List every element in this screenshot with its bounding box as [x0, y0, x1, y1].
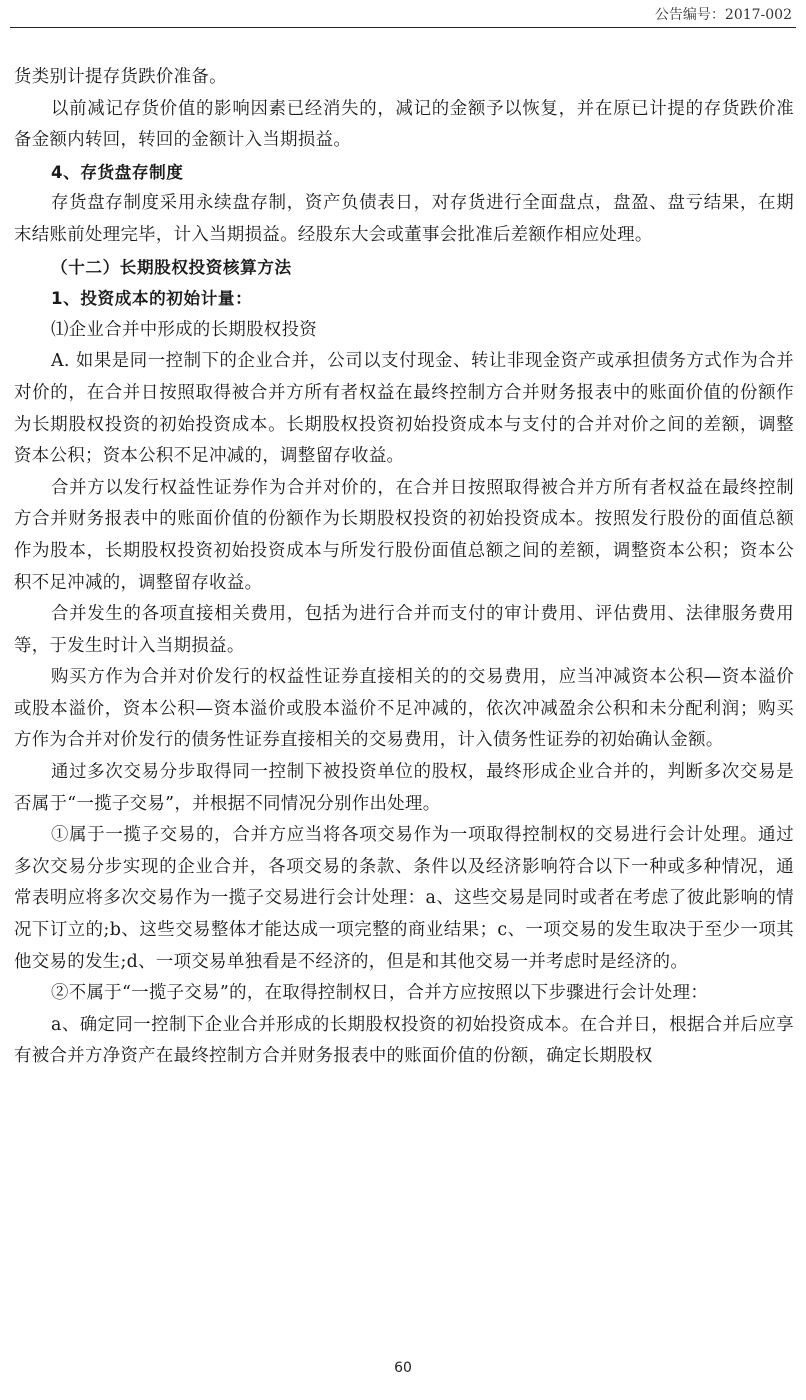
subsection-heading: ⑴企业合并中形成的长期股权投资 [51, 319, 318, 340]
paragraph: 购买方作为合并对价发行的权益性证券直接相关的的交易费用，应当冲减资本公积—资本溢价或股本溢价，资本公积—资本溢价或股本溢价不足冲减的，依次冲减盈余公积和未分配利润；购买方作为合并对价发行的债务性证券直接相关的交易费用，计入债务性证券的初始确认金额。 [14, 667, 794, 751]
document-body [14, 62, 794, 1073]
paragraph: a、确定同一控制下企业合并形成的长期股权投资的初始投资成本。在合并日，根据合并后应享有被合并方净资产在最终控制方合并财务报表中的账面价值的份额，确定长期股权 [14, 1014, 794, 1067]
section-heading: （十二）长期股权投资核算方法 [51, 257, 292, 277]
page-number: 60 [394, 1360, 412, 1376]
paragraph: ①属于一揽子交易的，合并方应当将各项交易作为一项取得控制权的交易进行会计处理。通过多次交易分步实现的企业合并，各项交易的条款、条件以及经济影响符合以下一种或多种情况，通常表明应将多次交易作为一揽子交易进行会计处理：a、这些交易是同时或者在考虑了彼此影响的情况下订立的;b、这些交易整体才能达成一项完整的商业结果；c、一项交易的发生取决于至少一项其他交易的发生;d、一项交易单独看是不经济的，但是和其他交易一并考虑时是经济的。 [14, 825, 794, 972]
paragraph: 合并方以发行权益性证券作为合并对价的，在合并日按照取得被合并方所有者权益在最终控制方合并财务报表中的账面价值的份额作为长期股权投资的初始投资成本。按照发行股份的面值总额作为股本，长期股权投资初始投资成本与所发行股份面值总额之间的差额，调整资本公积；资本公积不足冲减的，调整留存收益。 [14, 477, 794, 593]
paragraph: 以前减记存货价值的影响因素已经消失的，减记的金额予以恢复，并在原已计提的存货跌价准备金额内转回，转回的金额计入当期损益。 [14, 98, 794, 151]
paragraph: 货类别计提存货跌价准备。 [14, 67, 227, 87]
paragraph: A. 如果是同一控制下的企业合并，公司以支付现金、转让非现金资产或承担债务方式作为合并对价的，在合并日按照取得被合并方所有者权益在最终控制方合并财务报表中的账面价值的份额作为长期股权投资的初始投资成本。长期股权投资初始投资成本与支付的合并对价之间的差额，调整资本公积；资本公积不足冲减的，调整留存收益。 [14, 351, 794, 467]
page-header [0, 0, 806, 28]
section-heading: 1、投资成本的初始计量： [51, 289, 253, 309]
paragraph: 通过多次交易分步取得同一控制下被投资单位的股权，最终形成企业合并的，判断多次交易是否属于“一揽子交易”，并根据不同情况分别作出处理。 [14, 762, 794, 814]
paragraph: ②不属于“一揽子交易”的，在取得控制权日，合并方应按照以下步骤进行会计处理： [51, 983, 709, 1004]
announcement-code: 公告编号：2017-002 [654, 7, 792, 23]
paragraph: 存货盘存制度采用永续盘存制，资产负债表日，对存货进行全面盘点，盘盈、盘亏结果，在期末结账前处理完毕，计入当期损益。经股东大会或董事会批准后差额作相应处理。 [14, 193, 794, 245]
paragraph: 合并发生的各项直接相关费用，包括为进行合并而支付的审计费用、评估费用、法律服务费用等，于发生时计入当期损益。 [14, 604, 794, 656]
header-divider [10, 27, 796, 28]
section-heading: 4、存货盘存制度 [51, 162, 184, 182]
